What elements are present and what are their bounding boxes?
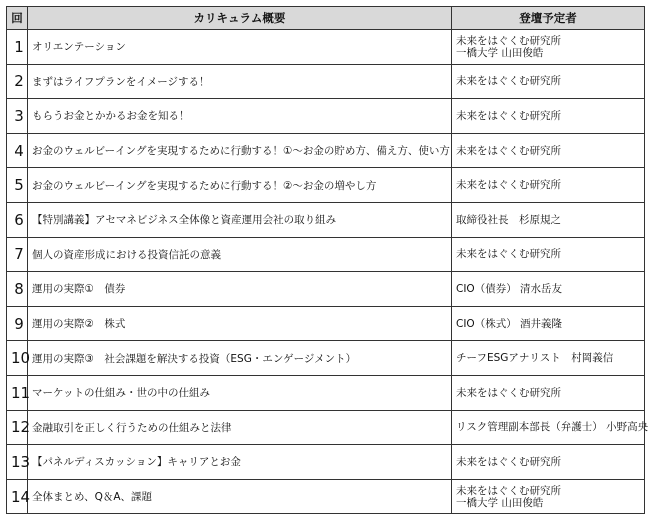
session-number: 4 bbox=[7, 133, 28, 168]
session-number: 13 bbox=[7, 445, 28, 480]
session-number: 11 bbox=[7, 375, 28, 410]
session-number: 3 bbox=[7, 99, 28, 134]
speaker-cell bbox=[452, 30, 645, 65]
speaker-name: 一橋大学 山田俊皓 bbox=[456, 46, 544, 59]
speaker-cell bbox=[452, 64, 645, 99]
curriculum-summary: もらうお金とかかるお金を知る！ bbox=[28, 99, 452, 134]
speaker-name: 未来をはぐくむ研究所 bbox=[456, 386, 561, 399]
speaker-name: 未来をはぐくむ研究所 bbox=[456, 455, 561, 468]
curriculum-summary: 運用の実際① 債券 bbox=[28, 272, 452, 307]
speaker-name: 未来をはぐくむ研究所 bbox=[456, 248, 561, 261]
header-summary: カリキュラム概要 bbox=[28, 7, 452, 30]
curriculum-summary: 運用の実際③ 社会課題を解決する投資（ESG・エンゲージメント） bbox=[28, 341, 452, 376]
session-number: 2 bbox=[7, 64, 28, 99]
table-row bbox=[7, 64, 645, 99]
table-header-row bbox=[7, 7, 645, 30]
table-row bbox=[7, 445, 645, 480]
table-body bbox=[7, 30, 649, 514]
speaker-cell bbox=[452, 445, 645, 480]
table-row bbox=[7, 272, 645, 307]
curriculum-summary: まずはライフプランをイメージする！ bbox=[28, 64, 452, 99]
speaker-name: 未来をはぐくむ研究所 bbox=[456, 484, 561, 497]
speaker-name: 未来をはぐくむ研究所 bbox=[456, 144, 561, 157]
table-row bbox=[7, 168, 645, 203]
speaker-name: 未来をはぐくむ研究所 bbox=[456, 34, 561, 47]
speaker-cell bbox=[452, 237, 645, 272]
speaker-cell bbox=[452, 306, 645, 341]
table-row bbox=[7, 30, 645, 65]
curriculum-summary: 【特別講義】アセマネビジネス全体像と資産運用会社の取り組み bbox=[28, 202, 452, 237]
session-number: 5 bbox=[7, 168, 28, 203]
curriculum-summary: 【パネルディスカッション】キャリアとお金 bbox=[28, 445, 452, 480]
table-row bbox=[7, 237, 645, 272]
speaker-cell bbox=[452, 272, 645, 307]
session-number: 9 bbox=[7, 306, 28, 341]
speaker-name: CIO（株式） 酒井義隆 bbox=[456, 317, 563, 330]
speaker-name: 取締役社長 杉原規之 bbox=[456, 213, 561, 226]
speaker-name: 一橋大学 山田俊皓 bbox=[456, 496, 544, 509]
table-row bbox=[7, 306, 645, 341]
table-row bbox=[7, 375, 645, 410]
curriculum-summary: お金のウェルビーイングを実現するために行動する！②～お金の増やし方 bbox=[28, 168, 452, 203]
curriculum-summary: お金のウェルビーイングを実現するために行動する！①～お金の貯め方、備え方、使い方 bbox=[28, 133, 452, 168]
speaker-cell bbox=[452, 410, 649, 445]
session-number: 14 bbox=[7, 479, 28, 514]
session-number: 1 bbox=[7, 30, 28, 65]
speaker-cell bbox=[452, 99, 645, 134]
session-number: 7 bbox=[7, 237, 28, 272]
speaker-name: 未来をはぐくむ研究所 bbox=[456, 75, 561, 88]
speaker-name: CIO（債券） 清水岳友 bbox=[456, 282, 563, 295]
session-number: 6 bbox=[7, 202, 28, 237]
curriculum-summary: 運用の実際② 株式 bbox=[28, 306, 452, 341]
curriculum-summary: 個人の資産形成における投資信託の意義 bbox=[28, 237, 452, 272]
speaker-name: 未来をはぐくむ研究所 bbox=[456, 179, 561, 192]
table-row bbox=[7, 133, 645, 168]
speaker-cell bbox=[452, 168, 645, 203]
curriculum-summary: 金融取引を正しく行うための仕組みと法律 bbox=[28, 410, 452, 445]
speaker-cell bbox=[452, 202, 645, 237]
table-row bbox=[7, 341, 645, 376]
session-number: 12 bbox=[7, 410, 28, 445]
curriculum-summary: 全体まとめ、Q＆A、課題 bbox=[28, 479, 452, 514]
session-number: 8 bbox=[7, 272, 28, 307]
table-row bbox=[7, 99, 645, 134]
speaker-name: リスク管理副本部長（弁護士） 小野高央 bbox=[456, 421, 649, 434]
speaker-name: 未来をはぐくむ研究所 bbox=[456, 109, 561, 122]
speaker-cell bbox=[452, 341, 645, 376]
table-row bbox=[7, 202, 645, 237]
header-number: 回 bbox=[7, 7, 28, 30]
speaker-cell bbox=[452, 133, 645, 168]
speaker-cell bbox=[452, 479, 645, 514]
session-number: 10 bbox=[7, 341, 28, 376]
curriculum-summary: オリエンテーション bbox=[28, 30, 452, 65]
speaker-cell bbox=[452, 375, 645, 410]
header-speaker: 登壇予定者 bbox=[452, 7, 645, 30]
speaker-name: チーフESGアナリスト 村岡義信 bbox=[456, 352, 614, 365]
table-row bbox=[7, 479, 645, 514]
table-row bbox=[7, 410, 645, 445]
curriculum-summary: マーケットの仕組み・世の中の仕組み bbox=[28, 375, 452, 410]
curriculum-table bbox=[6, 6, 649, 514]
